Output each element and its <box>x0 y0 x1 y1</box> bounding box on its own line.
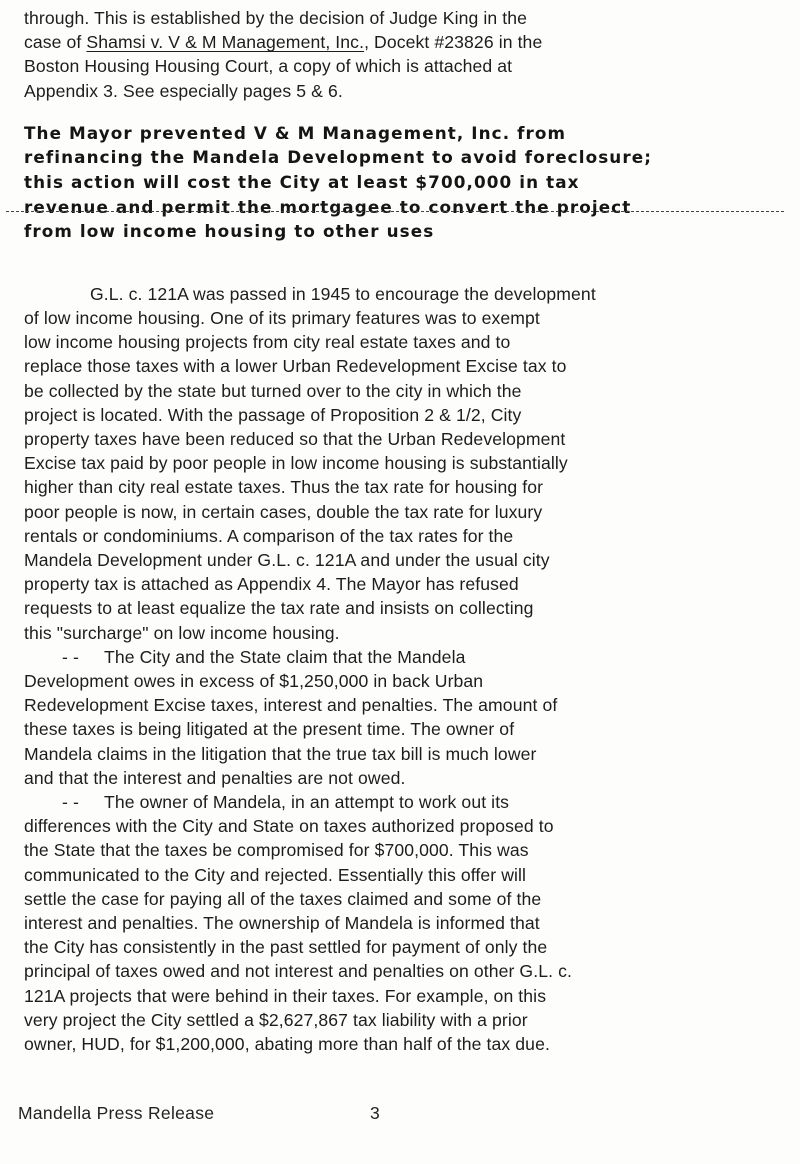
dash-marker: - - <box>62 792 79 813</box>
heading-line-dashed: revenue and permit the mortgagee to convert the project <box>24 195 756 220</box>
footer-page-number: 3 <box>370 1103 381 1123</box>
text-line: of low income housing. One of its primary features was to exempt <box>24 307 540 328</box>
dash-line-text: The City and the State claim that the Mandela <box>104 646 466 667</box>
text-line: Mandela claims in the litigation that the true tax bill is much lower <box>24 743 537 764</box>
paragraph-compromise <box>24 790 756 1056</box>
text-line: Boston Housing Housing Court, a copy of which is attached at <box>24 56 513 77</box>
heading-line: this action will cost the City at least $700,000 in tax <box>24 172 580 192</box>
text-line: property taxes have been reduced so that the Urban Redevelopment <box>24 429 566 449</box>
text-line: project is located. With the passage of Proposition 2 & 1/2, City <box>24 404 522 425</box>
text-line: requests to at least equalize the tax rate and insists on collecting <box>24 598 534 619</box>
text-line: property tax is attached as Appendix 4. The Mayor has refused <box>24 574 519 595</box>
document-page <box>24 6 756 1056</box>
text-line: rentals or condominiums. A comparison of the tax rates for the <box>24 525 514 546</box>
text-line: settle the case for paying all of the taxes claimed and some of the <box>24 888 542 909</box>
text-line: and that the interest and penalties are not owed. <box>24 767 406 788</box>
paragraph-appendix-3 <box>24 6 756 103</box>
text-line: 121A projects that were behind in their taxes. For example, on this <box>24 985 547 1006</box>
heading-line: refinancing the Mandela Development to avoid foreclosure; <box>24 147 653 168</box>
text-line: be collected by the state but turned over to the city in which the <box>24 380 522 401</box>
text-line: Appendix 3. See especially pages 5 & 6. <box>24 80 343 101</box>
case-prefix: case of <box>24 32 87 53</box>
text-line: very project the City settled a $2,627,867 tax liability with a prior <box>24 1009 528 1030</box>
text-line-dash <box>24 645 756 669</box>
text-line-case <box>24 30 756 54</box>
case-suffix: , <box>364 32 375 53</box>
text-line: owner, HUD, for $1,200,000, abating more than half of the tax due. <box>24 1034 550 1055</box>
text-line: poor people is now, in certain cases, double the tax rate for luxury <box>24 501 543 522</box>
text-line: this "surcharge" on low income housing. <box>24 622 340 643</box>
heading-line: The Mayor prevented V & M Management, Inc. from <box>24 122 567 143</box>
paragraph-back-taxes <box>24 645 756 790</box>
text-line: higher than city real estate taxes. Thus the tax rate for housing for <box>24 477 544 498</box>
text-line: Development owes in excess of $1,250,000 in back Urban <box>24 671 484 692</box>
paragraph-121a <box>24 282 756 645</box>
text-line-dash <box>24 790 756 814</box>
text-line: Mandela Development under G.L. c. 121A and under the usual city <box>24 550 550 571</box>
docket-text: Docekt #23826 in the <box>374 32 543 53</box>
heading-line: from low income housing to other uses <box>24 221 435 242</box>
text-line: principal of taxes owed and not interest and penalties on other G.L. c. <box>24 961 572 982</box>
text-line: these taxes is being litigated at the present time. The owner of <box>24 719 515 740</box>
text-line: Excise tax paid by poor people in low income housing is substantially <box>24 453 568 474</box>
section-heading <box>24 121 756 244</box>
text-line: the State that the taxes be compromised for $700,000. This was <box>24 840 529 861</box>
dash-marker: - - <box>62 646 79 667</box>
dash-line-text: The owner of Mandela, in an attempt to work out its <box>104 792 510 813</box>
text-line: G.L. c. 121A was passed in 1945 to encourage the development <box>90 283 596 304</box>
text-line: replace those taxes with a lower Urban Redevelopment Excise tax to <box>24 356 567 377</box>
footer-document-title: Mandella Press Release <box>18 1103 215 1123</box>
text-line: Redevelopment Excise taxes, interest and penalties. The amount of <box>24 695 558 716</box>
text-line: communicated to the City and rejected. Essentially this offer will <box>24 864 527 885</box>
case-name-underlined: Shamsi v. V & M Management, Inc. <box>86 32 365 53</box>
text-line: interest and penalties. The ownership of Mandela is informed that <box>24 913 540 934</box>
text-line: the City has consistently in the past settled for payment of only the <box>24 937 548 958</box>
text-line: through. This is established by the decision of Judge King in the <box>24 8 528 28</box>
text-line: differences with the City and State on taxes authorized proposed to <box>24 816 554 837</box>
text-line: low income housing projects from city real estate taxes and to <box>24 332 511 353</box>
